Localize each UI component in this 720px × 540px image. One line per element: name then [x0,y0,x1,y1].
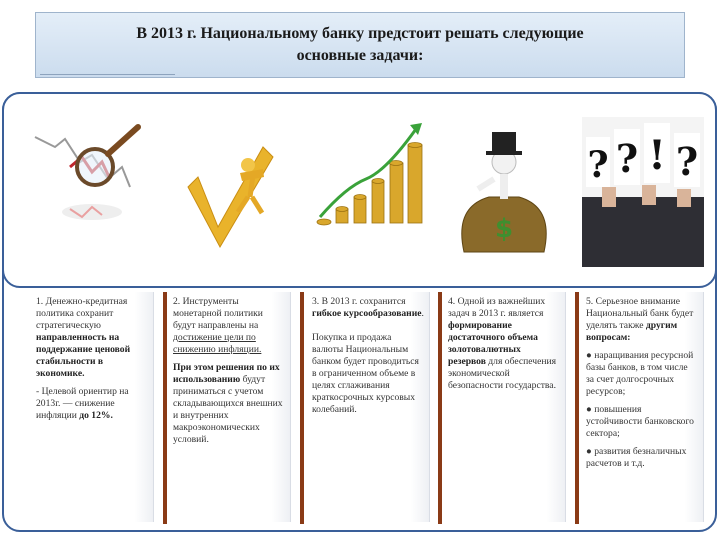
slide-title-banner [35,12,685,78]
task-5-bullet-2: ● повышения устойчивости банковского сектора; [586,404,694,439]
task-2-emphasis: При этом решения по их использованию [173,362,280,385]
column-separator [300,292,304,524]
svg-text:$: $ [494,214,514,244]
task-3-text: 3. В 2013 г. сохранится [312,296,406,307]
task-5-bullet-3: ● развития безналичных расчетов и т.д. [586,446,687,469]
task-2-underlined: достижение цели по снижению инфляции. [173,332,262,355]
task-4-paragraph [448,296,560,392]
svg-text:?: ? [587,144,609,186]
task-3-period: . [421,308,424,319]
task-1-target-value: до 12%. [79,410,113,421]
task-column-5 [580,292,704,522]
task-1-paragraph [36,296,148,380]
task-2-decision-text: будут приниматься с учетом складывающихся внешних и внутренних макроэкономических условий. [173,374,283,445]
magnifier-falling-chart-icon [30,117,152,267]
task-2-decision-paragraph [173,362,285,446]
task-3-emphasis: гибкое курсообразование [312,308,422,319]
top-hat-man-on-money-bag-icon [444,117,566,267]
task-2-text: 2. Инструменты монетарной политики будут направлены на [173,296,263,331]
task-1-target-text: - Целевой ориентир на 2013г. — снижение инфляции [36,386,129,421]
rising-coin-stacks-icon [306,117,428,267]
task-4-text: 4. Одной из важнейших задач в 2013 г. является [448,296,546,319]
task-5-paragraph [586,296,698,344]
svg-text:!: ! [648,132,666,179]
task-1-target-paragraph [36,386,148,422]
task-4-emphasis: формирование достаточного объема золотовалютных резервов [448,320,538,367]
svg-text:?: ? [615,136,639,181]
task-4-text-end: для обеспечения экономической безопасности государства. [448,356,557,391]
slide-title-line-1: В 2013 г. Национальному банку предстоит решать следующие [136,25,584,42]
title-underline-divider [40,74,175,75]
task-2-paragraph [173,296,285,356]
people-with-question-marks-icon [582,117,704,267]
task-5-bullet-1: ● наращивания ресурсной базы банков, в том числе за счет долгосрочных ресурсов; [586,350,694,397]
task-1-text: 1. Денежно-кредитная политика сохранит стратегическую [36,296,128,331]
slide-title-line-2: основные задачи: [296,47,424,64]
task-3-paragraph [312,296,424,320]
task-column-2 [167,292,291,522]
task-column-1 [30,292,154,522]
task-1-emphasis: направленность на поддержание ценовой стабильности в экономике. [36,332,131,379]
task-5-emphasis: другим вопросам: [586,320,678,343]
column-separator [575,292,579,524]
task-column-3 [306,292,430,522]
task-3-detail: Покупка и продажа валюты Национальным банком будет проводиться в ограниченном объеме в целях сглаживания краткосрочных курсовых колебаний. [312,332,419,415]
task-5-text: 5. Серьезное внимание Национальный банк будет уделять также [586,296,694,331]
svg-text:?: ? [675,139,699,184]
task-column-4 [442,292,566,522]
golden-checkmark-figure-icon [168,117,290,267]
